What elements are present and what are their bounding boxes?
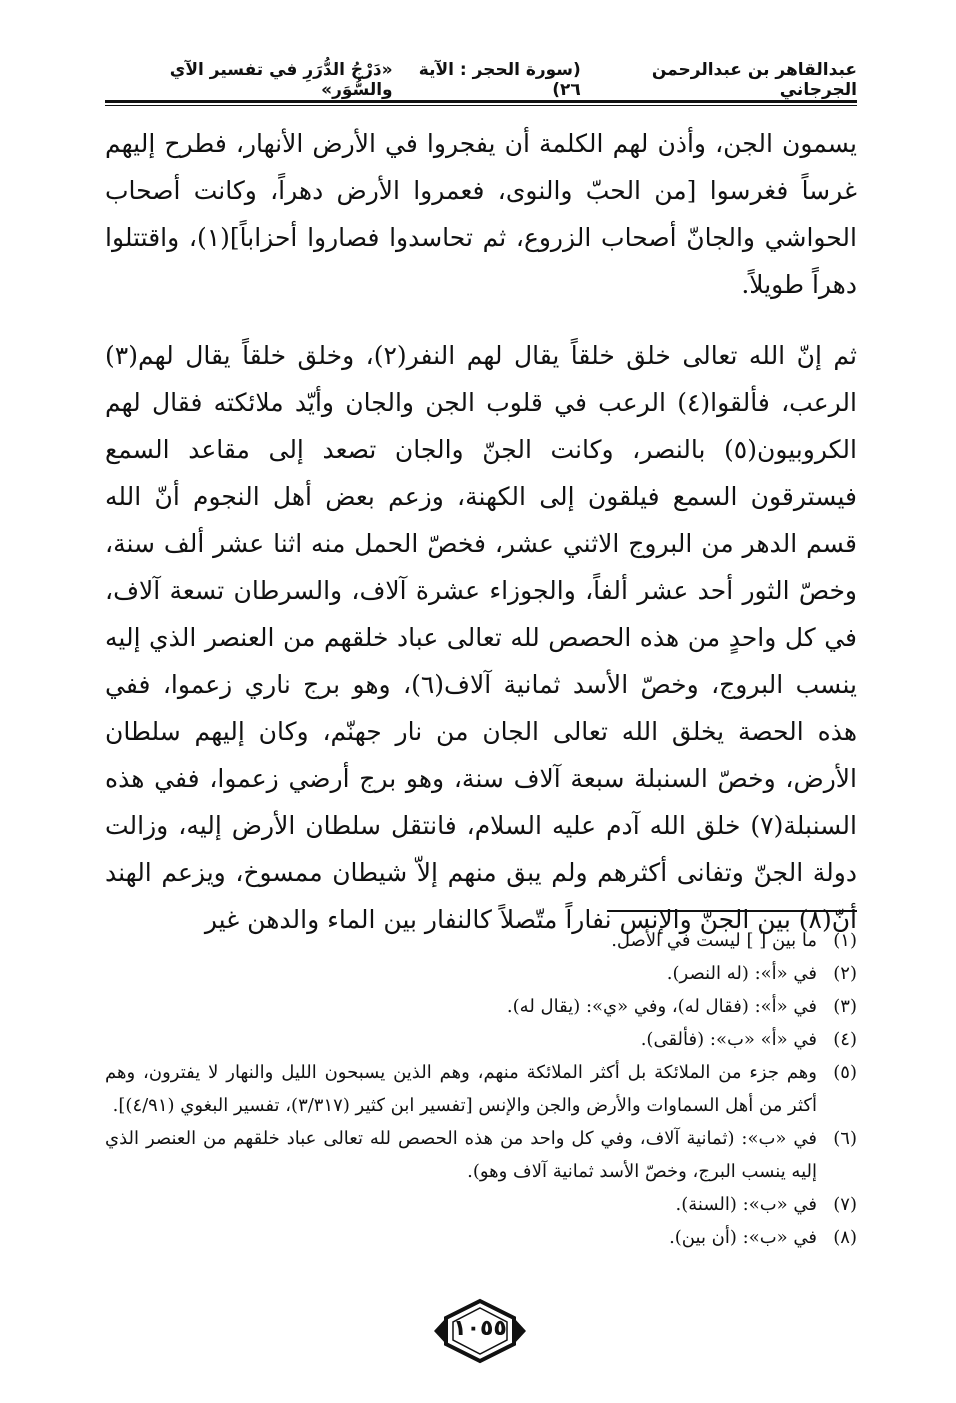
page-number: ١٠٥٥: [453, 1316, 507, 1341]
header-author: عبدالقاهر بن عبدالرحمن الجرجاني: [651, 60, 857, 100]
footnote-7: [105, 1188, 857, 1221]
paragraph-2: ثم إنّ الله تعالى خلق خلقاً يقال لهم النفر(٢)، وخلق خلقاً يقال لهم(٣) الرعب، فألقوا(٤) الرعب في قلوب الجن والجان وأيّد ملائكته فقال لهم الكروبيون(٥) بالنصر، وكانت الجنّ والجان تصعد إلى مقاعد السمع فيسترقون السمع فيلقون إلى الكهنة، وزعم بعض أهل النجوم أنّ الله قسم الدهر من البروج الاثني عشر، فخصّ الحمل منه اثنا عشر ألف سنة، وخصّ الثور أحد عشر ألفاً، والجوزاء عشرة آلاف، والسرطان تسعة آلاف، في كل واحدٍ من هذه الحصص لله تعالى عباد خلقهم من العنصر الذي إليه ينسب البروج، وخصّ الأسد ثمانية آلاف(٦)، وهو برج ناري زعموا، ففي هذه الحصة يخلق الله تعالى الجان من نار جهنّم، وكان إليهم سلطان الأرض، وخصّ السنبلة سبعة آلاف سنة، وهو برج أرضي زعموا، ففي هذه السنبلة(٧) خلق الله آدم عليه السلام، فانتقل سلطان الأرض إليه، وزالت دولة الجنّ وتفانى أكثرهم ولم يبق منهم إلاّ شيطان ممسوخ، ويزعم الهند أنّ(٨) بين الجنّ والإنس نفاراً متّصلاً كالنفار بين الماء والدهن غير: [105, 341, 857, 934]
footnote-text: ما بين [ ] ليست في الأصل.: [611, 930, 817, 951]
footnote-number: (٦): [833, 1128, 857, 1149]
footnote-number: (٨): [833, 1227, 857, 1248]
main-text-block-2: [105, 332, 857, 943]
main-text-block-1: [105, 120, 857, 308]
footnotes: [105, 924, 857, 1254]
footnote-6: [105, 1122, 857, 1188]
footnote-number: (٥): [833, 1062, 857, 1083]
footnote-number: (٣): [833, 996, 857, 1017]
footnote-number: (٢): [833, 963, 857, 984]
footnote-5: [105, 1056, 857, 1122]
footnote-text: في «أ» «ب»: (فألقى).: [640, 1029, 817, 1050]
header-book-title: «دَرْجُ الدُّرَرِ في تفسير الآي والسُّوَر»: [169, 60, 393, 100]
footnote-8: [105, 1221, 857, 1254]
running-header: [105, 58, 857, 102]
footnote-text: في «ب»: (السنة).: [675, 1194, 817, 1215]
header-divider: [105, 100, 857, 106]
footnote-number: (٤): [833, 1029, 857, 1050]
footnote-text: في «أ»: (فقال له)، وفي «ي»: (يقال له).: [506, 996, 817, 1017]
page-number-ornament: [430, 1298, 530, 1364]
footnote-number: (١): [833, 930, 857, 951]
header-surah-verse: (سورة الحجر : الآية ٢٦): [418, 60, 581, 100]
footnote-1: [105, 924, 857, 957]
paragraph-1: يسمون الجن، وأذن لهم الكلمة أن يفجروا في الأرض الأنهار، فطرح إليهم غرساً فغرسوا [من الحبّ والنوى، فعمروا الأرض دهراً، وكانت أصحاب الحواشي والجانّ أصحاب الزروع، ثم تحاسدوا فصاروا أحزاباً](١)، واقتتلوا دهراً طويلاً.: [105, 129, 857, 299]
footnote-text: في «ب»: (ثمانية آلاف، وفي كل واحد من هذه الحصص لله تعالى عباد خلقهم من العنصر الذي إليه ينسب البرج، وخصّ الأسد ثمانية آلاف وهو).: [105, 1128, 817, 1182]
footnote-4: [105, 1023, 857, 1056]
footnote-3: [105, 990, 857, 1023]
footnote-number: (٧): [833, 1194, 857, 1215]
footnote-text: في «ب»: (أن بين).: [669, 1227, 817, 1248]
footnote-text: وهم جزء من الملائكة بل أكثر الملائكة منهم، وهم الذين يسبحون الليل والنهار لا يفترون، وهم أكثر من أهل السماوات والأرض والجن والإنس [تفسير ابن كثير (٣/٣١٧)، تفسير البغوي (٤/٩١)].: [105, 1062, 817, 1116]
footnote-text: في «أ»: (له النصر).: [666, 963, 817, 984]
footnote-2: [105, 957, 857, 990]
